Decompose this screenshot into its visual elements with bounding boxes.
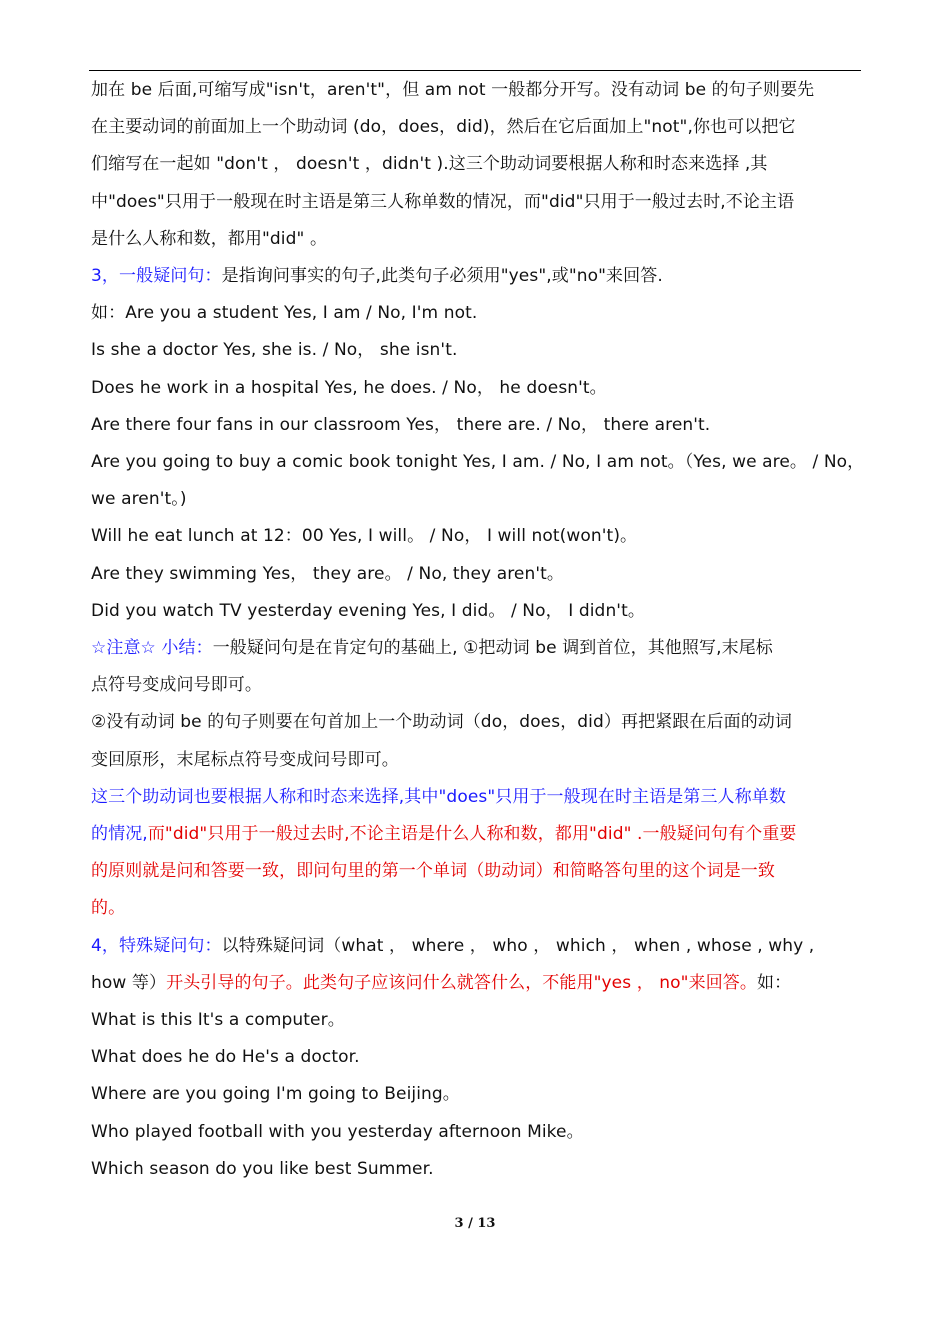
paragraph-line: 们缩写在一起如 "don't ， doesn't ，didn't ).这三个助动词要根据人称和时态来选择 ,其 xyxy=(91,154,768,175)
example-line: Are you going to buy a comic book tonight Yes, I am. / No, I am not。（Yes, we are。 / No， xyxy=(91,452,865,473)
example-line: Did you watch TV yesterday evening Yes, I did。 / No， I didn't。 xyxy=(91,600,645,621)
example-line: 如：Are you a student Yes, I am / No, I'm not. xyxy=(91,303,478,324)
paragraph-line: 加在 be 后面,可缩写成"isn't，aren't"，但 am not 一般都分开写。没有动词 be 的句子则要先 xyxy=(91,80,815,100)
example-line: Who played football with you yesterday afternoon Mike。 xyxy=(91,1121,584,1142)
document-body xyxy=(91,72,865,1188)
example-line: What does he do He's a doctor. xyxy=(91,1047,360,1068)
summary-item-line: ②没有动词 be 的句子则要在句首加上一个助动词（do，does，did）再把紧跟在后面的动词 xyxy=(91,712,793,733)
example-line: What is this It's a computer。 xyxy=(91,1010,345,1031)
section-4-line xyxy=(91,928,865,965)
example-line: Is she a doctor Yes, she is. / No， she isn't. xyxy=(91,340,458,361)
summary-text: 一般疑问句是在肯定句的基础上, ①把动词 be 调到首位，其他照写,末尾标 xyxy=(212,638,773,659)
paragraph-line: 是什么人称和数，都用"did" 。 xyxy=(91,228,328,249)
header-rule xyxy=(89,70,861,71)
section-4-line xyxy=(91,965,865,1002)
example-line: Where are you going I'm going to Beijing。 xyxy=(91,1084,460,1105)
summary-line: 点符号变成问号即可。 xyxy=(91,675,262,696)
example-line: Which season do you like best Summer. xyxy=(91,1158,434,1179)
example-line: Are there four fans in our classroom Yes， there are. / No， there aren't. xyxy=(91,414,711,435)
example-line: we aren't。) xyxy=(91,489,187,510)
section-3-heading: 3，一般疑问句： xyxy=(91,266,222,287)
note-text-red: 而"did"只用于一般过去时,不论主语是什么人称和数，都用"did" .一般疑问句有个重要 xyxy=(147,824,797,845)
summary-label: ☆注意☆ 小结： xyxy=(91,638,213,659)
section-4-text-red: 开头引导的句子。此类句子应该问什么就答什么，不能用"yes ， no"来回答。 xyxy=(166,972,757,993)
summary-item-line: 变回原形，末尾标点符号变成问号即可。 xyxy=(91,749,399,770)
note-line xyxy=(91,816,865,853)
paragraph-line: 中"does"只用于一般现在时主语是第三人称单数的情况，而"did"只用于一般过去时,不论主语 xyxy=(91,191,795,212)
note-line: 的。 xyxy=(91,898,126,919)
section-4-text: how 等） xyxy=(91,972,167,993)
section-4-text: 以特殊疑问词（what ， where ， who ， which ， when , whose , why , xyxy=(221,935,815,956)
section-3-text: 是指询问事实的句子,此类句子必须用"yes",或"no"来回答. xyxy=(221,266,663,287)
example-line: Will he eat lunch at 12：00 Yes, I will。 / No， I will not(won't)。 xyxy=(91,526,638,547)
paragraph-line: 在主要动词的前面加上一个助动词 (do，does，did)，然后在它后面加上"not",你也可以把它 xyxy=(91,117,796,138)
page-number: 3 / 13 xyxy=(454,1216,496,1231)
section-4-heading: 4，特殊疑问句： xyxy=(91,935,222,956)
summary-line xyxy=(91,630,865,667)
example-line: Does he work in a hospital Yes, he does. / No， he doesn't。 xyxy=(91,377,607,398)
note-text-blue: 的情况, xyxy=(91,824,148,845)
note-line: 的原则就是问和答要一致，即问句里的第一个单词（助动词）和简略答句里的这个词是一致 xyxy=(91,861,775,882)
section-3-line xyxy=(91,258,865,295)
section-4-text: 如： xyxy=(757,972,792,993)
note-line: 这三个助动词也要根据人称和时态来选择,其中"does"只用于一般现在时主语是第三人称单数 xyxy=(91,786,786,807)
example-line: Are they swimming Yes， they are。 / No, they aren't。 xyxy=(91,563,564,584)
